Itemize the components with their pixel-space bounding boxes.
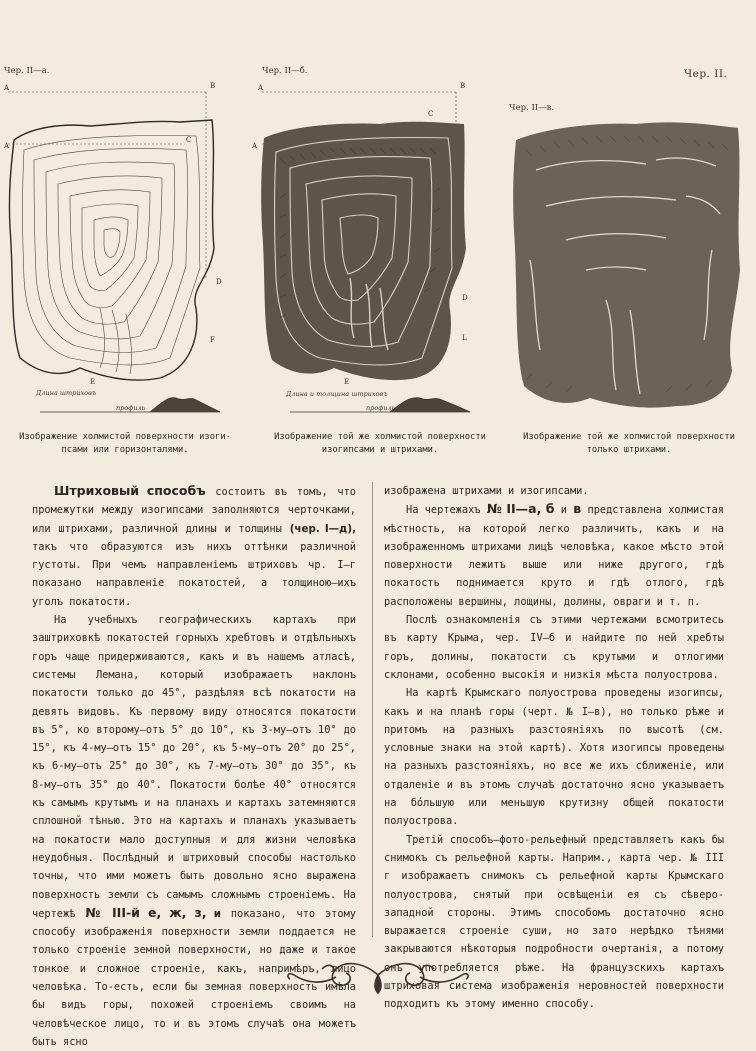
figure-a-caption: [0, 431, 250, 456]
figure-b-caption: [255, 431, 505, 456]
right-text-column: [384, 482, 724, 1014]
letter-d: D: [216, 278, 222, 286]
reference-fig-3: № III-й е, ж, з,: [85, 904, 207, 920]
text-run: состоитъ въ томъ, что промежутки между изогипсами заполняются черточками, или штрихами, различной длины и толщины: [32, 486, 356, 535]
text-run: такъ что образуются изъ нихъ оттѣнки различной густоты. При чемъ направленiемъ штриховъ чр. I—г показано направленiе покатостей, а толщиною—ихъ уголъ покатости.: [32, 540, 356, 608]
letter-a-top: A: [4, 84, 10, 92]
figure-a-caption-line1: Изображение холмистой поверхности изоги-: [19, 432, 231, 442]
reference-fig-1d: (чер. I—д),: [289, 522, 356, 535]
letter-c: C: [186, 136, 192, 144]
text-run: На учебныхъ географическихъ картахъ при заштриховкѣ покатостей горныхъ хребтовъ и отдѣльныхъ горъ чаще придерживаются, какъ и въ нашемъ атласѣ, системы Лемана, который изображаетъ наклонъ покатости только до 45°, раздѣляя всѣ покатости на девять видовъ. Къ первому виду относятся покатости въ 5°, ко второму—отъ 5° до 10°, къ 3-му—отъ 10° до 15°, къ 4-му—отъ 15° до 20°, къ 5-му—отъ 20° до 25°, къ 6-му—отъ 25° до 30°, къ 7-му—отъ 30° до 35°, къ 8-му—отъ 35° до 40°. Покатости болѣе 40° относятся къ самымъ крутымъ и на планахъ и картахъ затемняются сплошной тѣнью. Это на картахъ и планахъ указываетъ на покатости мало доступныя и для жизни человѣка неудобныя. Послѣдный и штриховый способы настолько точны, что ими можетъ быть довольно ясно выражена поверхность земли съ самымъ сложнымъ строенiемъ. На чертежѣ: [32, 614, 356, 920]
letter-f: F: [210, 336, 215, 344]
paragraph-crimea-isohypses: На картѣ Крымскаго полуострова проведены изогипсы, какъ и на планѣ горы (черт. № I—в), но только рѣже и притомъ на разныхъ разстоянiяхъ по высотѣ (см. условные знаки на этой картѣ). Хотя изогипсы проведены на разныхъ разстоянiяхъ, но все же ихъ сближенiе, или отдаленiе и въ этомъ случаѣ достаточно ясно указываетъ на бóльшую или меньшую крутизну общей покатости полуострова.: [384, 687, 724, 828]
column-divider: [372, 482, 373, 937]
figure-c-caption-line2: только штрихами.: [586, 444, 672, 455]
figure-b-caption-line2: изогипсами и штрихами.: [321, 444, 439, 455]
text-run: представлена холмистая мѣстность, на которой легко различить, какъ и на изображенномъ штрихами лицѣ человѣка, какое мѣсто этой поверхности лежитъ выше или ниже другого, гдѣ покатость поднимается круто и гдѣ отлого, гдѣ расположены вершины, лощины, долины, овраги и т. п.: [384, 504, 724, 608]
paragraph-hachure-method: [32, 482, 356, 611]
paragraph-crimea-map: Послѣ ознакомленiя съ этими чертежами всмотритесь въ карту Крыма, чер. IV—б и найдите по ней хребты горъ, долины, покатости съ крутыми и отлогими склонами, особенно высокiя и низкiя мѣста полуострова.: [384, 614, 724, 681]
figure-b-caption-line1: Изображение той же холмистой поверхности: [274, 432, 486, 442]
text-run: На чертежахъ: [406, 504, 487, 517]
letter-b-l: L: [462, 334, 467, 342]
figure-b-scale-label: Длина и толщина штриховъ: [286, 390, 388, 398]
text-run: и: [206, 907, 221, 920]
letter-b-e: E: [344, 378, 350, 386]
letter-b-d: D: [462, 294, 468, 302]
letter-b-c: C: [428, 110, 434, 118]
paragraph-continuation: изображена штрихами и изогипсами.: [384, 485, 589, 497]
figure-b-hachure-map: [250, 78, 490, 428]
letter-a-mid: A: [4, 142, 10, 150]
letter-b-b-top: B: [460, 82, 466, 90]
figure-b-label: Чер. II—б.: [262, 66, 308, 76]
figure-c-hachure-map: [506, 110, 750, 420]
paragraph-drawings: [384, 500, 724, 611]
letter-e: E: [90, 378, 96, 386]
text-run: и: [554, 504, 574, 517]
letter-b-a-mid: A: [252, 142, 258, 150]
reference-fig-2ab: № II—а, б: [486, 501, 555, 517]
letter-b-top: B: [210, 82, 216, 90]
figure-c-caption-line1: Изображение той же холмистой поверхности: [523, 432, 735, 442]
decorative-ornament: [282, 955, 474, 995]
figure-c-label: Чер. II—в.: [509, 103, 555, 113]
plate-label: Чер. II.: [684, 68, 728, 80]
reference-fig-2v: в: [573, 501, 582, 517]
term-hachure-method: Штриховый способъ: [54, 483, 206, 498]
paragraph-photo-relief: Третiй способъ—фото-рельефный представляетъ какъ бы снимокъ съ рельефной карты. Наприм., карта чер. № III г изображаетъ снимокъ съ рельефной карты Крымскаго полуострова, снятый при освѣщенiи ея съ сѣверо-западной стороны. Этимъ способомъ достаточно ясно выражается строенiе суши, но зато нерѣдко тѣнями закрываются нѣкоторыя подробности очертанiя, а потому онъ употребляется рѣже. На французскихъ картахъ штриховая система изображенiя неровностей поверхности подходитъ къ этому именно способу.: [384, 833, 724, 1011]
figure-c-caption: [504, 431, 754, 456]
figure-a-contour-map: [0, 78, 240, 428]
figure-a-caption-line2: псами или горизонталями.: [61, 444, 189, 455]
figure-b-profile-label: профиль: [366, 404, 396, 412]
figure-a-scale-label: Длина штриховъ: [36, 389, 97, 397]
figure-a-profile-label: профиль: [116, 404, 146, 412]
figure-a-label: Чер. II—а.: [4, 66, 50, 76]
letter-b-a-top: A: [258, 84, 264, 92]
text-run: показано, что этому способу изображенiя поверхности земли поддается не только строенiе земной поверхности, но даже и такое тонкое и сложное строенiе, какъ, напримѣръ, лицо человѣка. То-есть, если бы земная поверхность имѣла бы видъ горы, похожей строенiемъ своимъ на человѣческое лицо, то и въ этомъ случаѣ она можетъ быть ясно: [32, 907, 356, 1048]
